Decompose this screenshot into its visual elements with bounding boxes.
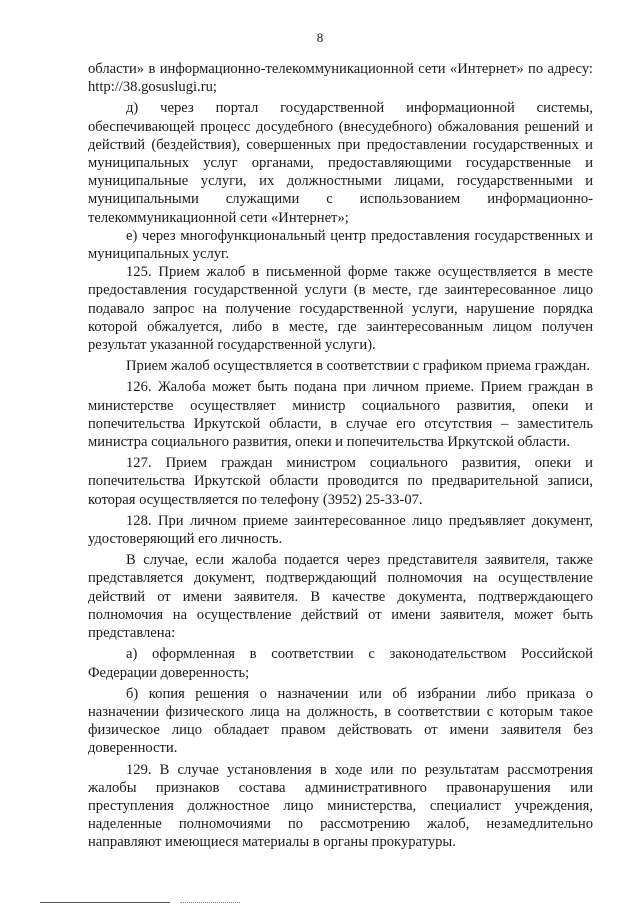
paragraph-129: 129. В случае установления в ходе или по результатам рассмотрения жалобы признаков состава административного правонарушения или преступления должностное лицо министерства, специалист учреждения, наделенные полномочиями по рассмотрению жалоб, незамедлительно направляют имеющиеся материалы в органы прокуратуры. [88, 761, 593, 851]
footer-divider [40, 902, 170, 903]
paragraph-item-e: е) через многофункциональный центр предоставления государственных и муниципальных услуг. [88, 227, 593, 263]
paragraph-128: 128. При личном приеме заинтересованное лицо предъявляет документ, удостоверяющий его личность. [88, 512, 593, 548]
paragraph-126: 126. Жалоба может быть подана при личном приеме. Прием граждан в министерстве осуществляет министр социального развития, опеки и попечительства Иркутской области, в случае его отсутствия – заместитель министра социального развития, опеки и попечительства Иркутской области. [88, 379, 593, 451]
page-number: 8 [316, 30, 324, 45]
paragraph-schedule: Прием жалоб осуществляется в соответствии с графиком приема граждан. [126, 358, 590, 375]
paragraph-125: 125. Прием жалоб в письменной форме также осуществляется в месте предоставления государственной услуги (в месте, где заинтересованное лицо подавало запрос на получение государственной услуги, нарушение порядка которой обжалуется, либо в месте, где заинтересованным лицом получен результат указанной государственной услуги). [88, 264, 593, 354]
paragraph-127: 127. Прием граждан министром социального развития, опеки и попечительства Иркутской области проводится по предварительной записи, которая осуществляется по телефону (3952) 25-33-07. [88, 455, 593, 508]
paragraph-item-b: б) копия решения о назначении или об избрании либо приказа о назначении физического лица на должность, в соответствии с которым такое физическое лицо обладает правом действовать от имени заявителя без доверенности. [88, 685, 593, 757]
paragraph-item-d: д) через портал государственной информационной системы, обеспечивающей процесс досудебного (внесудебного) обжалования решений и действий (бездействия), совершенных при предоставлении государственных и муниципальных услуг органами, предоставляющими государственные и муниципальные услуги, их должностными лицами, государственными и муниципальными служащими с использованием информационно-телекоммуникационной сети «Интернет»; [88, 100, 593, 226]
paragraph-continuation: области» в информационно-телекоммуникационной сети «Интернет» по адресу: http://38.gosuslugi.ru; [88, 61, 593, 96]
paragraph-item-a: а) оформленная в соответствии с законодательством Российской Федерации доверенность; [88, 646, 593, 681]
paragraph-representative: В случае, если жалоба подается через представителя заявителя, также представляется документ, подтверждающий полномочия на осуществление действий от имени заявителя. В качестве документа, подтверждающего полномочия на осуществление действий от имени заявителя, может быть представлена: [88, 552, 593, 642]
footer-dots [180, 902, 240, 903]
document-body [88, 60, 593, 852]
